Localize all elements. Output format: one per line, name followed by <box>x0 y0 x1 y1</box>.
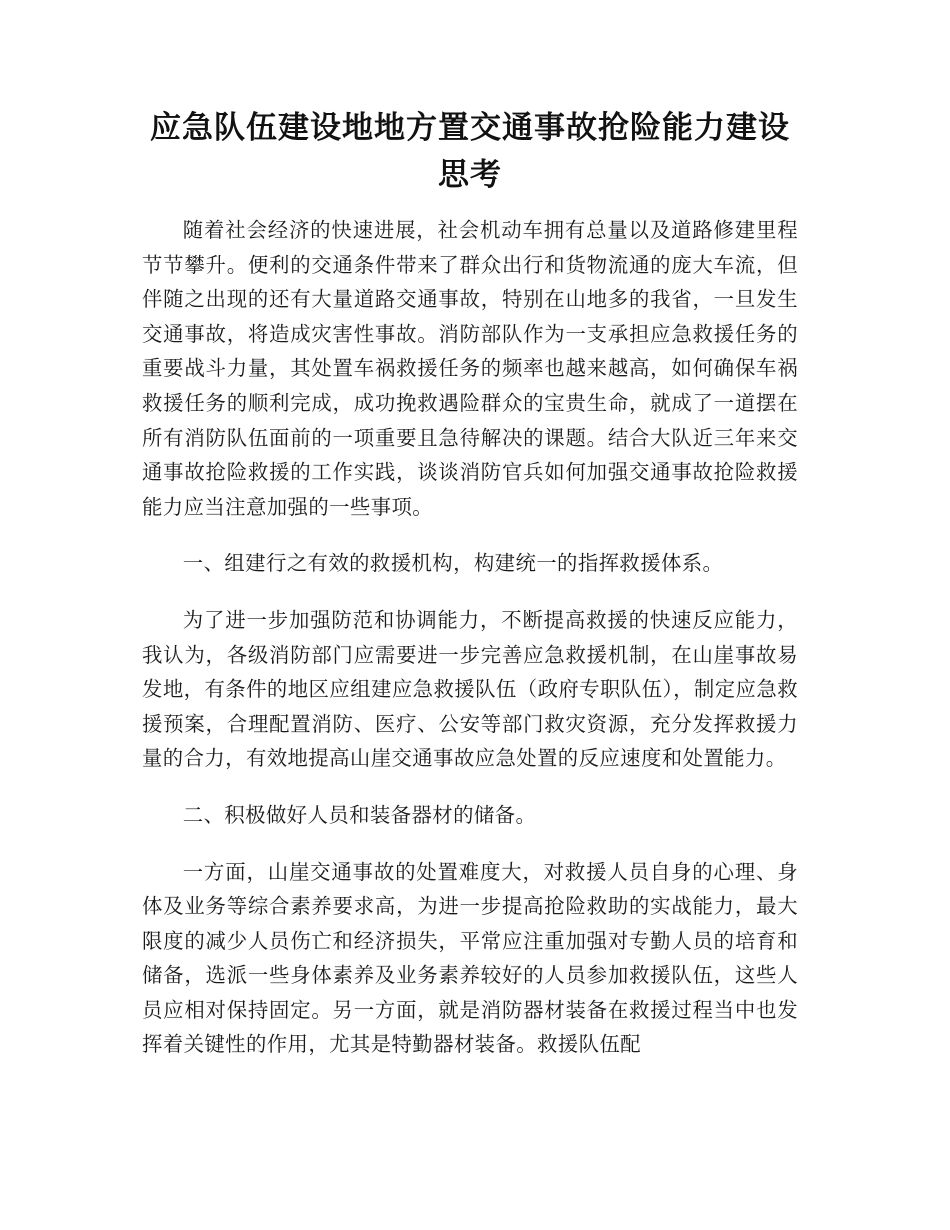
paragraph-section-1: 为了进一步加强防范和协调能力，不断提高救援的快速反应能力，我认为，各级消防部门应需要进一步完善应急救援机制，在山崖事故易发地，有条件的地区应组建应急救援队伍（政府专职队伍），制定应急救援预案，合理配置消防、医疗、公安等部门救灾资源，充分发挥救援力量的合力，有效地提高山崖交通事故应急处置的反应速度和处置能力。 <box>142 607 798 771</box>
paragraph-intro: 随着社会经济的快速进展，社会机动车拥有总量以及道路修建里程节节攀升。便利的交通条件带来了群众出行和货物流通的庞大车流，但伴随之出现的还有大量道路交通事故，特别在山地多的我省，一旦发生交通事故，将造成灾害性事故。消防部队作为一支承担应急救援任务的重要战斗力量，其处置车祸救援任务的频率也越来越高，如何确保车祸救援任务的顺利完成，成功挽救遇险群众的宝贵生命，就成了一道摆在所有消防队伍面前的一项重要且急待解决的课题。结合大队近三年来交通事故抢险救援的工作实践，谈谈消防官兵如何加强交通事故抢险救援能力应当注意加强的一些事项。 <box>142 218 798 519</box>
document-title: 应急队伍建设地地方置交通事故抢险能力建设思考 <box>150 110 790 193</box>
section-heading-2: 二、积极做好人员和装备器材的储备。 <box>182 802 537 827</box>
paragraph-section-2: 一方面，山崖交通事故的处置难度大，对救援人员自身的心理、身体及业务等综合素养要求高，为进一步提高抢险救助的实战能力，最大限度的减少人员伤亡和经济损失，平常应注重加强对专勤人员的培育和储备，选派一些身体素养及业务素养较好的人员参加救援队伍，这些人员应相对保持固定。另一方面，就是消防器材装备在救援过程当中也发挥着关键性的作用，尤其是特勤器材装备。救援队伍配 <box>142 859 798 1057</box>
document-page <box>142 105 798 1062</box>
section-heading-1: 一、组建行之有效的救援机构，构建统一的指挥救援体系。 <box>182 551 724 576</box>
